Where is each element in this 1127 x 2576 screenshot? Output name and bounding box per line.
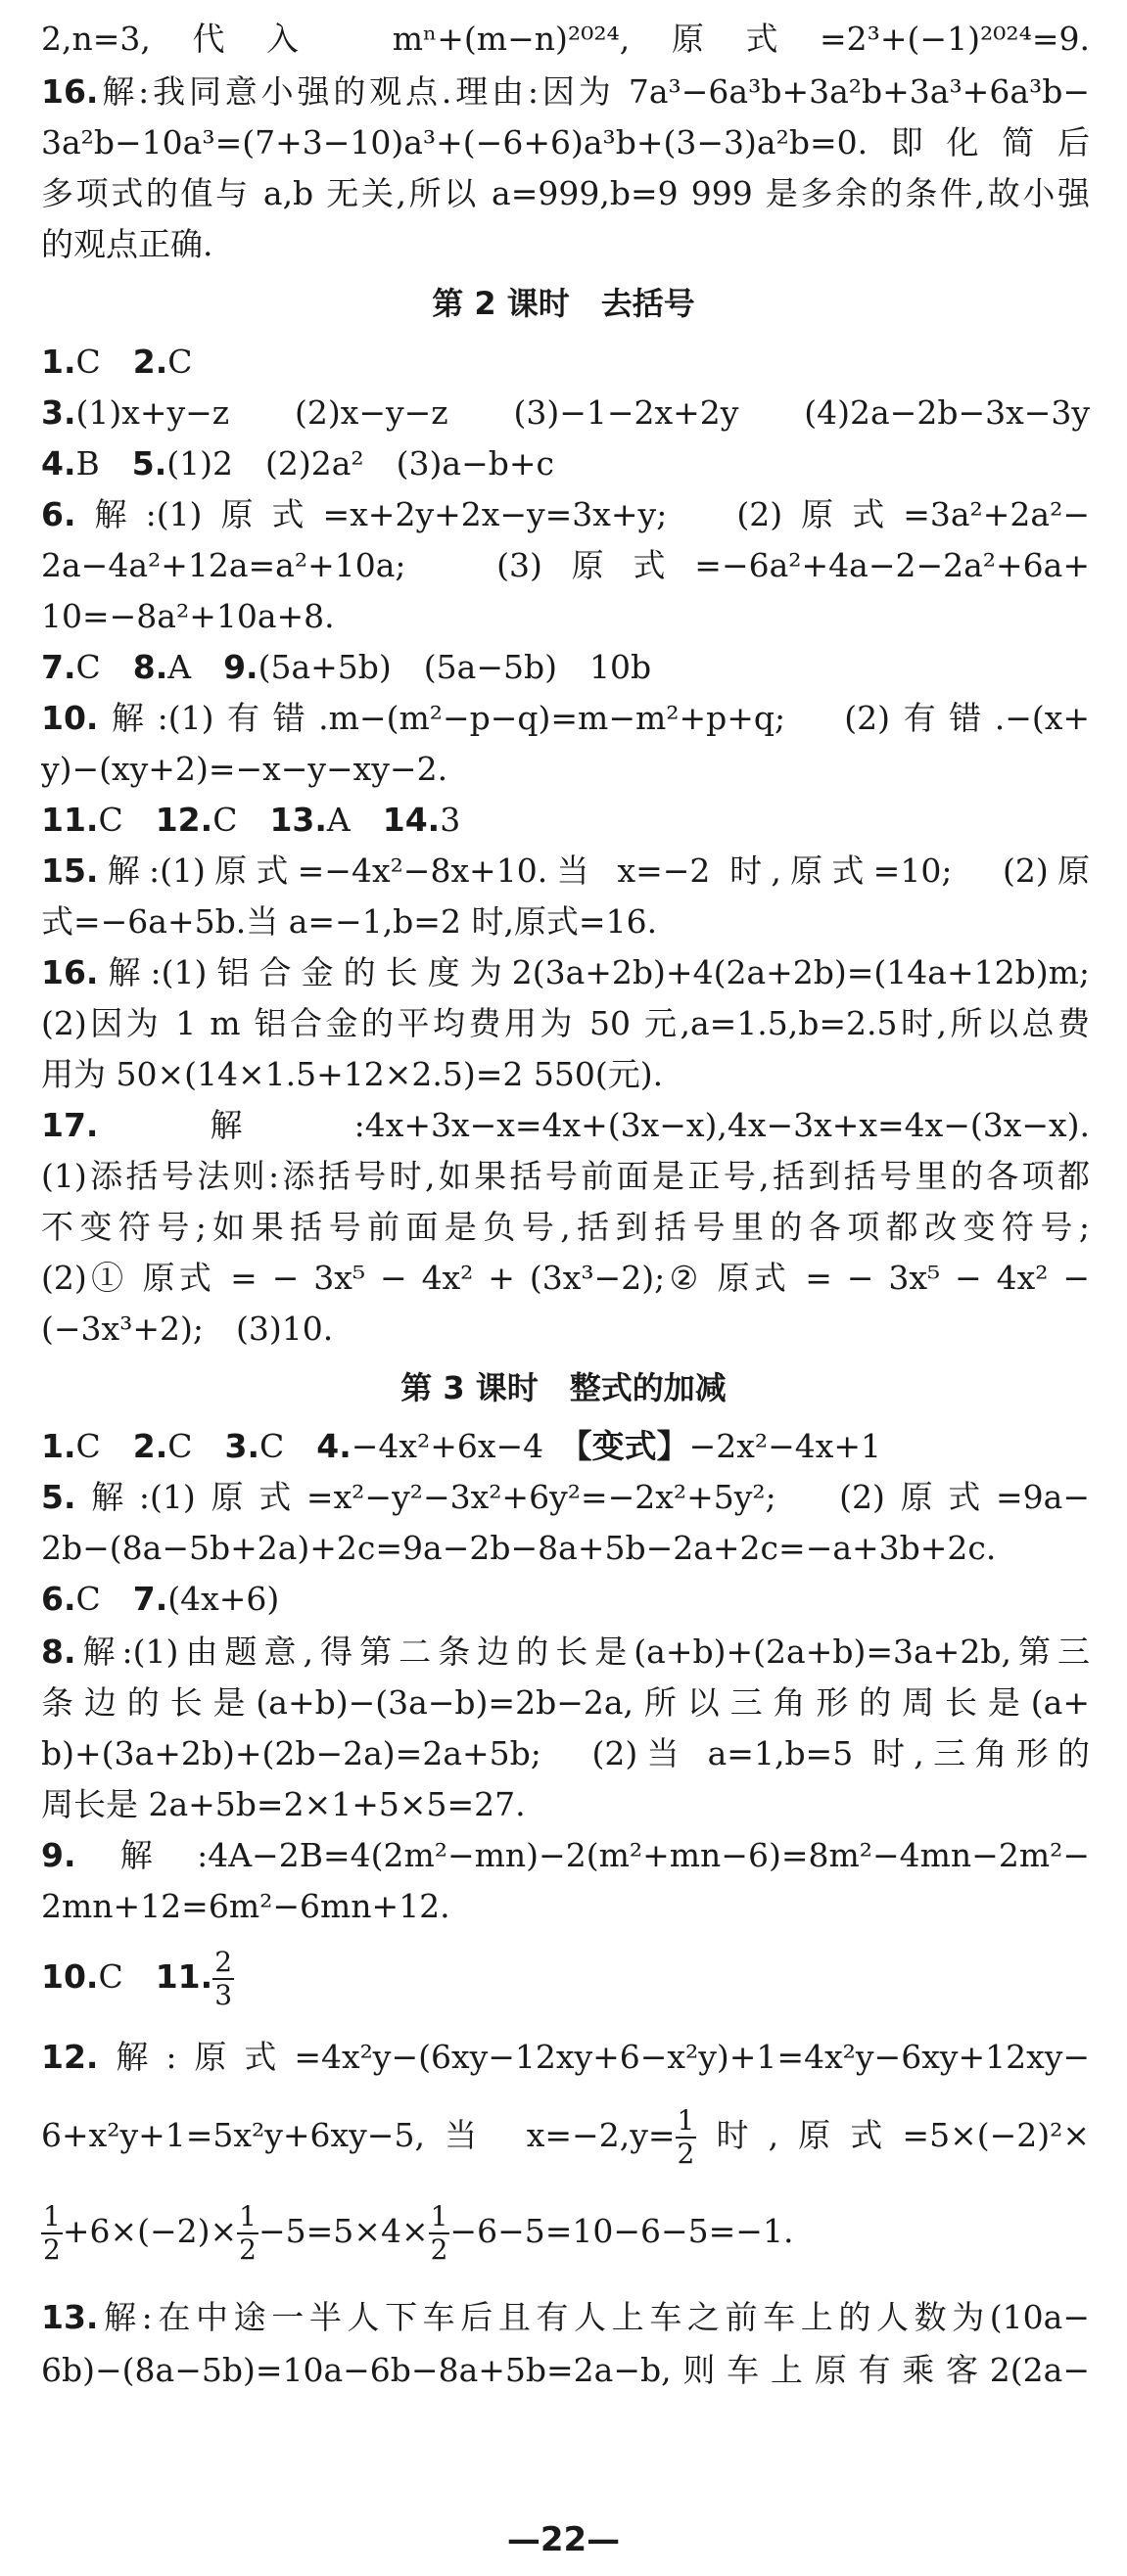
fraction: $\frac{1}{2}$: [430, 2200, 448, 2266]
text-line: 用为 50×(14×1.5+12×2.5)=2 550(元).: [41, 1055, 664, 1093]
fraction: $\frac{1}{2}$: [43, 2200, 61, 2266]
text-line: (−3x³+2); (3)10.: [41, 1310, 334, 1348]
text-line: 2mn+12=6m²−6mn+12.: [41, 1887, 450, 1925]
section-heading: 第 3 课时 整式的加减: [400, 1369, 727, 1406]
text-line: 2a−4a²+12a=a²+10a; (3)原式=−6a²+4a−2−2a²+6a+: [41, 546, 1090, 584]
text-line: 3a²b−10a³=(7+3−10)a³+(−6+6)a³b+(3−3)a²b=0.即化简后: [41, 123, 1090, 161]
text-line: 多项式的值与 a,b 无关,所以 a=999,b=9 999 是多余的条件,故小强: [41, 174, 1090, 212]
page-number: —22—: [506, 2520, 621, 2559]
answer-12: 12.解:原式=4x²y−(6xy−12xy+6−x²y)+1=4x²y−6xy+12xy−: [41, 2038, 1090, 2076]
text-line: 2,n=3,代入 mⁿ+(m−n)²⁰²⁴,原式=2³+(−1)²⁰²⁴=9.: [41, 20, 1090, 58]
answers-7-9: 7.C 8.A 9.(5a+5b) (5a−5b) 10b: [41, 648, 652, 686]
answer-16: 16.解:我同意小强的观点.理由:因为 7a³−6a³b+3a²b+3a³+6a³b−: [41, 72, 1090, 111]
answer-15: 15.解:(1)原式=−4x²−8x+10.当 x=−2 时,原式=10; (2)原: [41, 851, 1090, 890]
text-line: (1)添括号法则:添括号时,如果括号前面是正号,括到括号里的各项都: [41, 1157, 1090, 1195]
answer-8: 8.解:(1)由题意,得第二条边的长是(a+b)+(2a+b)=3a+2b,第三: [41, 1633, 1090, 1671]
text-line: $\frac{1}{2}$ +6×(−2)× $\frac{1}{2}$ −5=5×4× $\frac{1}{2}$ −6−5=10−6−5=−1.: [43, 2200, 794, 2266]
answer-13: 13.解:在中途一半人下车后且有人上车之前车上的人数为(10a−: [41, 2298, 1090, 2336]
answer-3: 3.(1)x+y−z (2)x−y−z (3)−1−2x+2y (4)2a−2b−3x−3y: [41, 393, 1090, 432]
answer-9: 9.解:4A−2B=4(2m²−mn)−2(m²+mn−6)=8m²−4mn−2m²−: [41, 1836, 1090, 1874]
text-line: 式=−6a+5b.当 a=−1,b=2 时,原式=16.: [41, 902, 658, 941]
text-line: 6+x²y+1=5x²y+6xy−5,当 x=−2,y= $\frac{1}{2}$ 时,原式=5×(−2)²×: [41, 2104, 1090, 2170]
answers-4-5: 4.B 5.(1)2 (2)2a² (3)a−b+c: [41, 444, 554, 483]
text-line: 条边的长是(a+b)−(3a−b)=2b−2a,所以三角形的周长是(a+: [41, 1683, 1090, 1722]
answers-6-7: 6.C 7.(4x+6): [41, 1580, 280, 1618]
fraction: $\frac{2}{3}$: [214, 1946, 233, 2011]
answer-6: 6.解:(1)原式=x+2y+2x−y=3x+y; (2)原式=3a²+2a²−: [41, 495, 1090, 533]
text-line: 10=−8a²+10a+8.: [41, 597, 335, 635]
text-line: 周长是 2a+5b=2×1+5×5=27.: [41, 1785, 526, 1823]
text-line: 6b)−(8a−5b)=10a−6b−8a+5b=2a−b,则车上原有乘客2(2a−: [41, 2351, 1090, 2389]
answers-11-14: 11.C 12.C 13.A 14.3: [41, 801, 461, 839]
answers-1-2: 1.C 2.C: [41, 343, 193, 381]
answer-5: 5.解:(1)原式=x²−y²−3x²+6y²=−2x²+5y²; (2)原式=9a−: [41, 1478, 1090, 1516]
answers-10-11: 10.C 11. $\frac{2}{3}$: [41, 1946, 233, 2011]
fraction: $\frac{1}{2}$: [239, 2200, 257, 2266]
answers-1-4: 1.C 2.C 3.C 4.−4x²+6x−4 【变式】−2x²−4x+1: [41, 1427, 882, 1465]
text-line: (2)① 原式 = − 3x⁵ − 4x² + (3x³−2);② 原式 = − 3x⁵ − 4x² −: [41, 1259, 1090, 1297]
answer-10: 10.解:(1)有错.m−(m²−p−q)=m−m²+p+q; (2)有错.−(x+: [41, 699, 1090, 737]
section-heading: 第 2 课时 去括号: [432, 285, 695, 322]
text-line: 2b−(8a−5b+2a)+2c=9a−2b−8a+5b−2a+2c=−a+3b+2c.: [41, 1529, 997, 1567]
text-line: 不变符号;如果括号前面是负号,括到括号里的各项都改变符号;: [41, 1208, 1090, 1246]
text-line: (2)因为 1 m 铝合金的平均费用为 50 元,a=1.5,b=2.5时,所以总费: [41, 1004, 1090, 1042]
text-line: b)+(3a+2b)+(2b−2a)=2a+5b; (2)当 a=1,b=5 时,三角形的: [41, 1734, 1090, 1772]
text-line: y)−(xy+2)=−x−y−xy−2.: [41, 750, 448, 788]
fraction: $\frac{1}{2}$: [677, 2104, 695, 2170]
answer-16b: 16.解:(1)铝合金的长度为2(3a+2b)+4(2a+2b)=(14a+12b)m;: [41, 953, 1090, 991]
text-line: 的观点正确.: [41, 225, 213, 263]
answer-17: 17.解:4x+3x−x=4x+(3x−x),4x−3x+x=4x−(3x−x).: [41, 1106, 1090, 1144]
